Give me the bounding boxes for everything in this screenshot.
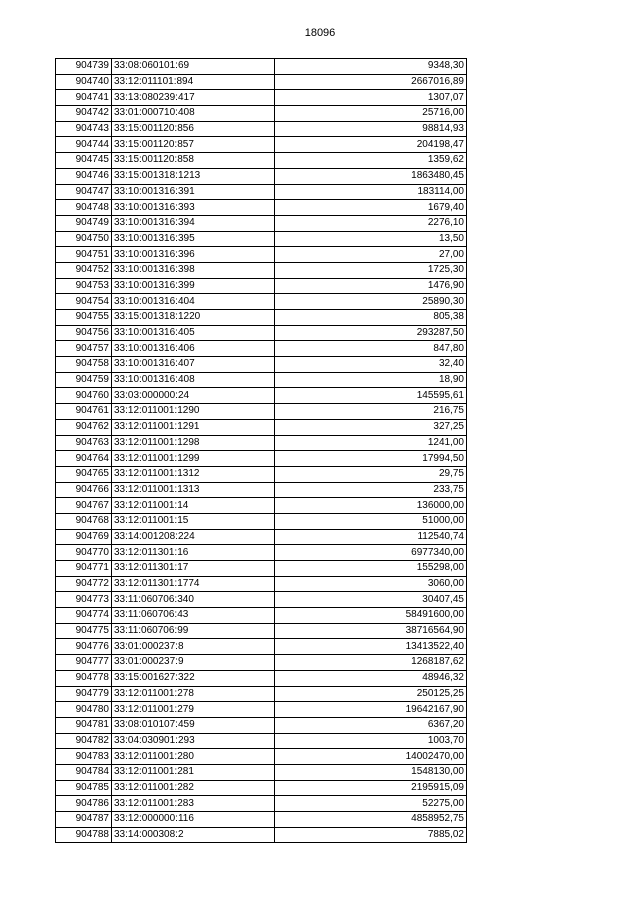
row-number-cell: 904739 [56,59,112,75]
cadastral-number-cell: 33:12:011001:1290 [112,404,275,420]
row-number-cell: 904757 [56,341,112,357]
table-body [56,59,467,843]
cadastral-number-cell: 33:15:001120:858 [112,153,275,169]
cadastral-value-cell: 32,40 [275,357,467,373]
table-row [56,702,467,718]
row-number-cell: 904768 [56,513,112,529]
cadastral-number-cell: 33:10:001316:408 [112,372,275,388]
row-number-cell: 904756 [56,325,112,341]
cadastral-value-cell: 4858952,75 [275,812,467,828]
cadastral-value-cell: 98814,93 [275,121,467,137]
table-row [56,639,467,655]
table-row [56,764,467,780]
cadastral-number-cell: 33:01:000237:9 [112,655,275,671]
cadastral-value-cell: 805,38 [275,310,467,326]
cadastral-value-cell: 9348,30 [275,59,467,75]
table-row [56,545,467,561]
cadastral-value-cell: 51000,00 [275,513,467,529]
table-row [56,262,467,278]
table-row [56,90,467,106]
table-row [56,655,467,671]
row-number-cell: 904745 [56,153,112,169]
row-number-cell: 904775 [56,623,112,639]
cadastral-value-cell: 204198,47 [275,137,467,153]
cadastral-value-cell: 1359,62 [275,153,467,169]
row-number-cell: 904761 [56,404,112,420]
row-number-cell: 904767 [56,498,112,514]
table-row [56,482,467,498]
table-row [56,325,467,341]
cadastral-number-cell: 33:03:000000:24 [112,388,275,404]
table-row [56,827,467,843]
table-row [56,608,467,624]
cadastral-value-cell: 155298,00 [275,561,467,577]
row-number-cell: 904752 [56,262,112,278]
cadastral-value-cell: 145595,61 [275,388,467,404]
cadastral-value-table [55,58,467,843]
row-number-cell: 904760 [56,388,112,404]
table-row [56,419,467,435]
row-number-cell: 904771 [56,561,112,577]
row-number-cell: 904783 [56,749,112,765]
row-number-cell: 904762 [56,419,112,435]
cadastral-value-cell: 327,25 [275,419,467,435]
cadastral-number-cell: 33:12:011001:283 [112,796,275,812]
row-number-cell: 904765 [56,466,112,482]
table-row [56,388,467,404]
row-number-cell: 904755 [56,310,112,326]
row-number-cell: 904786 [56,796,112,812]
row-number-cell: 904763 [56,435,112,451]
cadastral-value-cell: 13413522,40 [275,639,467,655]
row-number-cell: 904754 [56,294,112,310]
table-row [56,812,467,828]
cadastral-number-cell: 33:10:001316:391 [112,184,275,200]
row-number-cell: 904764 [56,451,112,467]
cadastral-number-cell: 33:10:001316:407 [112,357,275,373]
cadastral-value-cell: 293287,50 [275,325,467,341]
cadastral-value-cell: 19642167,90 [275,702,467,718]
table-row [56,670,467,686]
cadastral-value-cell: 233,75 [275,482,467,498]
table-row [56,200,467,216]
row-number-cell: 904751 [56,247,112,263]
cadastral-number-cell: 33:12:011001:1291 [112,419,275,435]
cadastral-value-cell: 2276,10 [275,215,467,231]
cadastral-number-cell: 33:12:011001:279 [112,702,275,718]
cadastral-number-cell: 33:12:011001:1313 [112,482,275,498]
row-number-cell: 904750 [56,231,112,247]
row-number-cell: 904746 [56,168,112,184]
cadastral-number-cell: 33:10:001316:399 [112,278,275,294]
row-number-cell: 904785 [56,780,112,796]
cadastral-value-cell: 52275,00 [275,796,467,812]
table-row [56,451,467,467]
cadastral-number-cell: 33:04:030901:293 [112,733,275,749]
row-number-cell: 904777 [56,655,112,671]
cadastral-value-cell: 1307,07 [275,90,467,106]
cadastral-number-cell: 33:14:001208:224 [112,529,275,545]
cadastral-value-cell: 2667016,89 [275,74,467,90]
cadastral-number-cell: 33:12:011301:17 [112,561,275,577]
row-number-cell: 904748 [56,200,112,216]
cadastral-number-cell: 33:12:011301:1774 [112,576,275,592]
cadastral-value-cell: 17994,50 [275,451,467,467]
cadastral-value-cell: 27,00 [275,247,467,263]
table-row [56,529,467,545]
table-row [56,278,467,294]
cadastral-number-cell: 33:12:011001:1298 [112,435,275,451]
cadastral-value-cell: 1003,70 [275,733,467,749]
table-row [56,184,467,200]
cadastral-number-cell: 33:10:001316:396 [112,247,275,263]
table-row [56,168,467,184]
cadastral-number-cell: 33:12:011101:894 [112,74,275,90]
cadastral-number-cell: 33:12:011001:14 [112,498,275,514]
cadastral-value-cell: 216,75 [275,404,467,420]
cadastral-number-cell: 33:11:060706:99 [112,623,275,639]
cadastral-number-cell: 33:10:001316:404 [112,294,275,310]
row-number-cell: 904744 [56,137,112,153]
row-number-cell: 904784 [56,764,112,780]
cadastral-number-cell: 33:12:011001:282 [112,780,275,796]
cadastral-value-cell: 112540,74 [275,529,467,545]
table-row [56,357,467,373]
row-number-cell: 904766 [56,482,112,498]
row-number-cell: 904778 [56,670,112,686]
row-number-cell: 904772 [56,576,112,592]
row-number-cell: 904773 [56,592,112,608]
table-row [56,466,467,482]
row-number-cell: 904759 [56,372,112,388]
cadastral-number-cell: 33:11:060706:340 [112,592,275,608]
row-number-cell: 904774 [56,608,112,624]
cadastral-value-cell: 1725,30 [275,262,467,278]
table-row [56,435,467,451]
table-row [56,137,467,153]
row-number-cell: 904781 [56,717,112,733]
cadastral-value-cell: 1863480,45 [275,168,467,184]
cadastral-number-cell: 33:12:000000:116 [112,812,275,828]
cadastral-number-cell: 33:12:011301:16 [112,545,275,561]
cadastral-value-cell: 136000,00 [275,498,467,514]
cadastral-number-cell: 33:10:001316:394 [112,215,275,231]
table-row [56,404,467,420]
row-number-cell: 904743 [56,121,112,137]
table-row [56,59,467,75]
row-number-cell: 904749 [56,215,112,231]
row-number-cell: 904787 [56,812,112,828]
table-row [56,623,467,639]
cadastral-value-cell: 250125,25 [275,686,467,702]
row-number-cell: 904779 [56,686,112,702]
cadastral-value-cell: 25890,30 [275,294,467,310]
cadastral-number-cell: 33:10:001316:406 [112,341,275,357]
cadastral-number-cell: 33:15:001120:856 [112,121,275,137]
cadastral-value-cell: 6367,20 [275,717,467,733]
cadastral-value-cell: 6977340,00 [275,545,467,561]
page-number: 18096 [304,27,336,39]
cadastral-value-cell: 1268187,62 [275,655,467,671]
cadastral-number-cell: 33:11:060706:43 [112,608,275,624]
table-row [56,513,467,529]
row-number-cell: 904747 [56,184,112,200]
cadastral-number-cell: 33:14:000308:2 [112,827,275,843]
cadastral-value-cell: 18,90 [275,372,467,388]
row-number-cell: 904770 [56,545,112,561]
table-row [56,106,467,122]
cadastral-number-cell: 33:01:000237:8 [112,639,275,655]
cadastral-number-cell: 33:15:001120:857 [112,137,275,153]
cadastral-number-cell: 33:10:001316:393 [112,200,275,216]
cadastral-value-cell: 14002470,00 [275,749,467,765]
cadastral-number-cell: 33:12:011001:15 [112,513,275,529]
cadastral-value-cell: 25716,00 [275,106,467,122]
cadastral-value-cell: 30407,45 [275,592,467,608]
table-row [56,717,467,733]
row-number-cell: 904780 [56,702,112,718]
row-number-cell: 904782 [56,733,112,749]
cadastral-number-cell: 33:08:010107:459 [112,717,275,733]
table-row [56,294,467,310]
cadastral-number-cell: 33:10:001316:405 [112,325,275,341]
table-row [56,498,467,514]
table-row [56,121,467,137]
cadastral-number-cell: 33:13:080239:417 [112,90,275,106]
table-row [56,74,467,90]
row-number-cell: 904788 [56,827,112,843]
cadastral-value-cell: 13,50 [275,231,467,247]
cadastral-value-cell: 183114,00 [275,184,467,200]
cadastral-value-cell: 1679,40 [275,200,467,216]
table-row [56,733,467,749]
cadastral-value-cell: 3060,00 [275,576,467,592]
row-number-cell: 904753 [56,278,112,294]
cadastral-number-cell: 33:15:001318:1213 [112,168,275,184]
table-row [56,780,467,796]
cadastral-number-cell: 33:12:011001:280 [112,749,275,765]
cadastral-value-cell: 1241,00 [275,435,467,451]
table-row [56,576,467,592]
cadastral-number-cell: 33:10:001316:395 [112,231,275,247]
table-row [56,796,467,812]
row-number-cell: 904769 [56,529,112,545]
cadastral-value-cell: 29,75 [275,466,467,482]
cadastral-number-cell: 33:01:000710:408 [112,106,275,122]
cadastral-number-cell: 33:12:011001:281 [112,764,275,780]
row-number-cell: 904741 [56,90,112,106]
table-row [56,561,467,577]
table-row [56,341,467,357]
cadastral-number-cell: 33:10:001316:398 [112,262,275,278]
cadastral-number-cell: 33:12:011001:1299 [112,451,275,467]
cadastral-number-cell: 33:15:001627:322 [112,670,275,686]
cadastral-value-cell: 58491600,00 [275,608,467,624]
table-row [56,310,467,326]
cadastral-number-cell: 33:12:011001:1312 [112,466,275,482]
cadastral-value-cell: 847,80 [275,341,467,357]
cadastral-value-cell: 2195915,09 [275,780,467,796]
row-number-cell: 904758 [56,357,112,373]
table-row [56,592,467,608]
row-number-cell: 904776 [56,639,112,655]
row-number-cell: 904742 [56,106,112,122]
cadastral-number-cell: 33:15:001318:1220 [112,310,275,326]
cadastral-value-cell: 1548130,00 [275,764,467,780]
table-row [56,153,467,169]
table-row [56,749,467,765]
table-row [56,247,467,263]
cadastral-value-cell: 7885,02 [275,827,467,843]
table-row [56,686,467,702]
table-row [56,215,467,231]
table-row [56,231,467,247]
cadastral-number-cell: 33:12:011001:278 [112,686,275,702]
cadastral-number-cell: 33:08:060101:69 [112,59,275,75]
cadastral-value-cell: 48946,32 [275,670,467,686]
table-row [56,372,467,388]
row-number-cell: 904740 [56,74,112,90]
cadastral-value-cell: 1476,90 [275,278,467,294]
cadastral-value-cell: 38716564,90 [275,623,467,639]
